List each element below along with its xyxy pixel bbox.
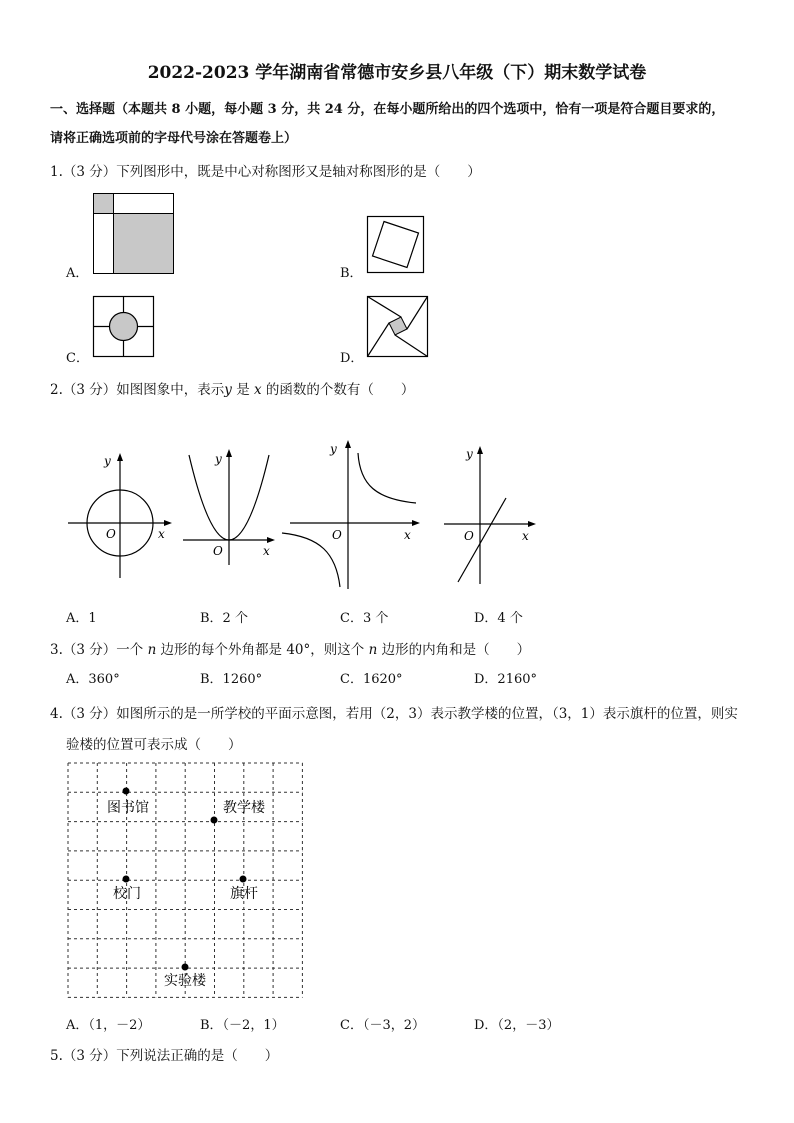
q2-option-a[interactable]: A．1 [66,611,97,626]
gate-label: 校门 [113,886,141,902]
flagpole-point [240,876,247,883]
q2-option-d[interactable]: D．4 个 [474,611,523,626]
q4-option-d[interactable]: D．（2，－3） [474,1018,560,1033]
q1-stem: 1.（3 分）下列图形中，既是中心对称图形又是轴对称图形的是（ ） [50,164,481,180]
q1-option-a[interactable]: A． [66,266,89,281]
q4-option-a[interactable]: A．（1，－2） [66,1018,151,1033]
library-label: 图书馆 [107,800,149,816]
q1-option-b[interactable]: B． [340,266,363,281]
q3-option-b[interactable]: B．1260° [200,672,263,687]
q1-option-d[interactable]: D． [340,351,364,366]
axis-x-label: x [158,527,165,541]
q1-figure-c [93,296,155,358]
origin-label: O [464,529,474,543]
section-instructions-line1: 一、选择题（本题共 8 小题，每小题 3 分，共 24 分，在每小题所给出的四个选项中，恰有一项是符合题目要求的， [50,102,725,117]
lab-building-label: 实验楼 [164,973,206,989]
teaching-building-point [211,817,218,824]
q3-option-c[interactable]: C．1620° [340,672,403,687]
q2-stem: 2.（3 分）如图图象中，表示y 是 x 的函数的个数有（ ） [50,382,415,398]
origin-label: O [106,527,116,541]
q2-graph-parabola [175,445,285,570]
lab-building-point [182,964,189,971]
q3-stem: 3.（3 分）一个 n 边形的每个外角都是 40°，则这个 n 边形的内角和是（ ） [50,642,531,658]
q1-figure-d [367,296,429,358]
origin-label: O [332,528,342,542]
q1-figure-a [93,193,175,275]
gate-point [123,876,130,883]
q4-option-b[interactable]: B．（－2，1） [200,1018,285,1033]
flagpole-label: 旗杆 [230,886,258,902]
q1-option-c[interactable]: C． [66,351,89,366]
section-instructions-line2: 请将正确选项前的字母代号涂在答题卷上） [50,131,298,146]
axis-y-label: y [330,442,337,456]
q2-option-b[interactable]: B．2 个 [200,611,248,626]
library-point [123,788,130,795]
q2-option-c[interactable]: C．3 个 [340,611,389,626]
axis-x-label: x [263,544,270,558]
axis-x-label: x [404,528,411,542]
q5-stem: 5.（3 分）下列说法正确的是（ ） [50,1048,279,1064]
origin-label: O [213,544,223,558]
q3-option-d[interactable]: D．2160° [474,672,538,687]
q2-graph-hyperbola [280,437,430,592]
page-title: 2022-2023 学年湖南省常德市安乡县八年级（下）期末数学试卷 [147,63,647,83]
q2-graph-line [440,442,545,587]
q1-figure-b [367,216,425,274]
q4-school-map [67,762,307,1000]
q3-option-a[interactable]: A．360° [66,672,120,687]
axis-y-label: y [104,454,111,468]
q4-option-c[interactable]: C．（－3，2） [340,1018,425,1033]
axis-y-label: y [215,452,222,466]
teaching-building-label: 教学楼 [223,800,265,816]
axis-y-label: y [466,447,473,461]
q4-stem-line2: 验楼的位置可表示成（ ） [66,737,242,753]
q4-stem-line1: 4.（3 分）如图所示的是一所学校的平面示意图，若用（2，3）表示教学楼的位置，（3，1）表示旗杆的位置，则实 [50,706,738,722]
axis-x-label: x [522,529,529,543]
q2-graph-circle [66,450,176,580]
